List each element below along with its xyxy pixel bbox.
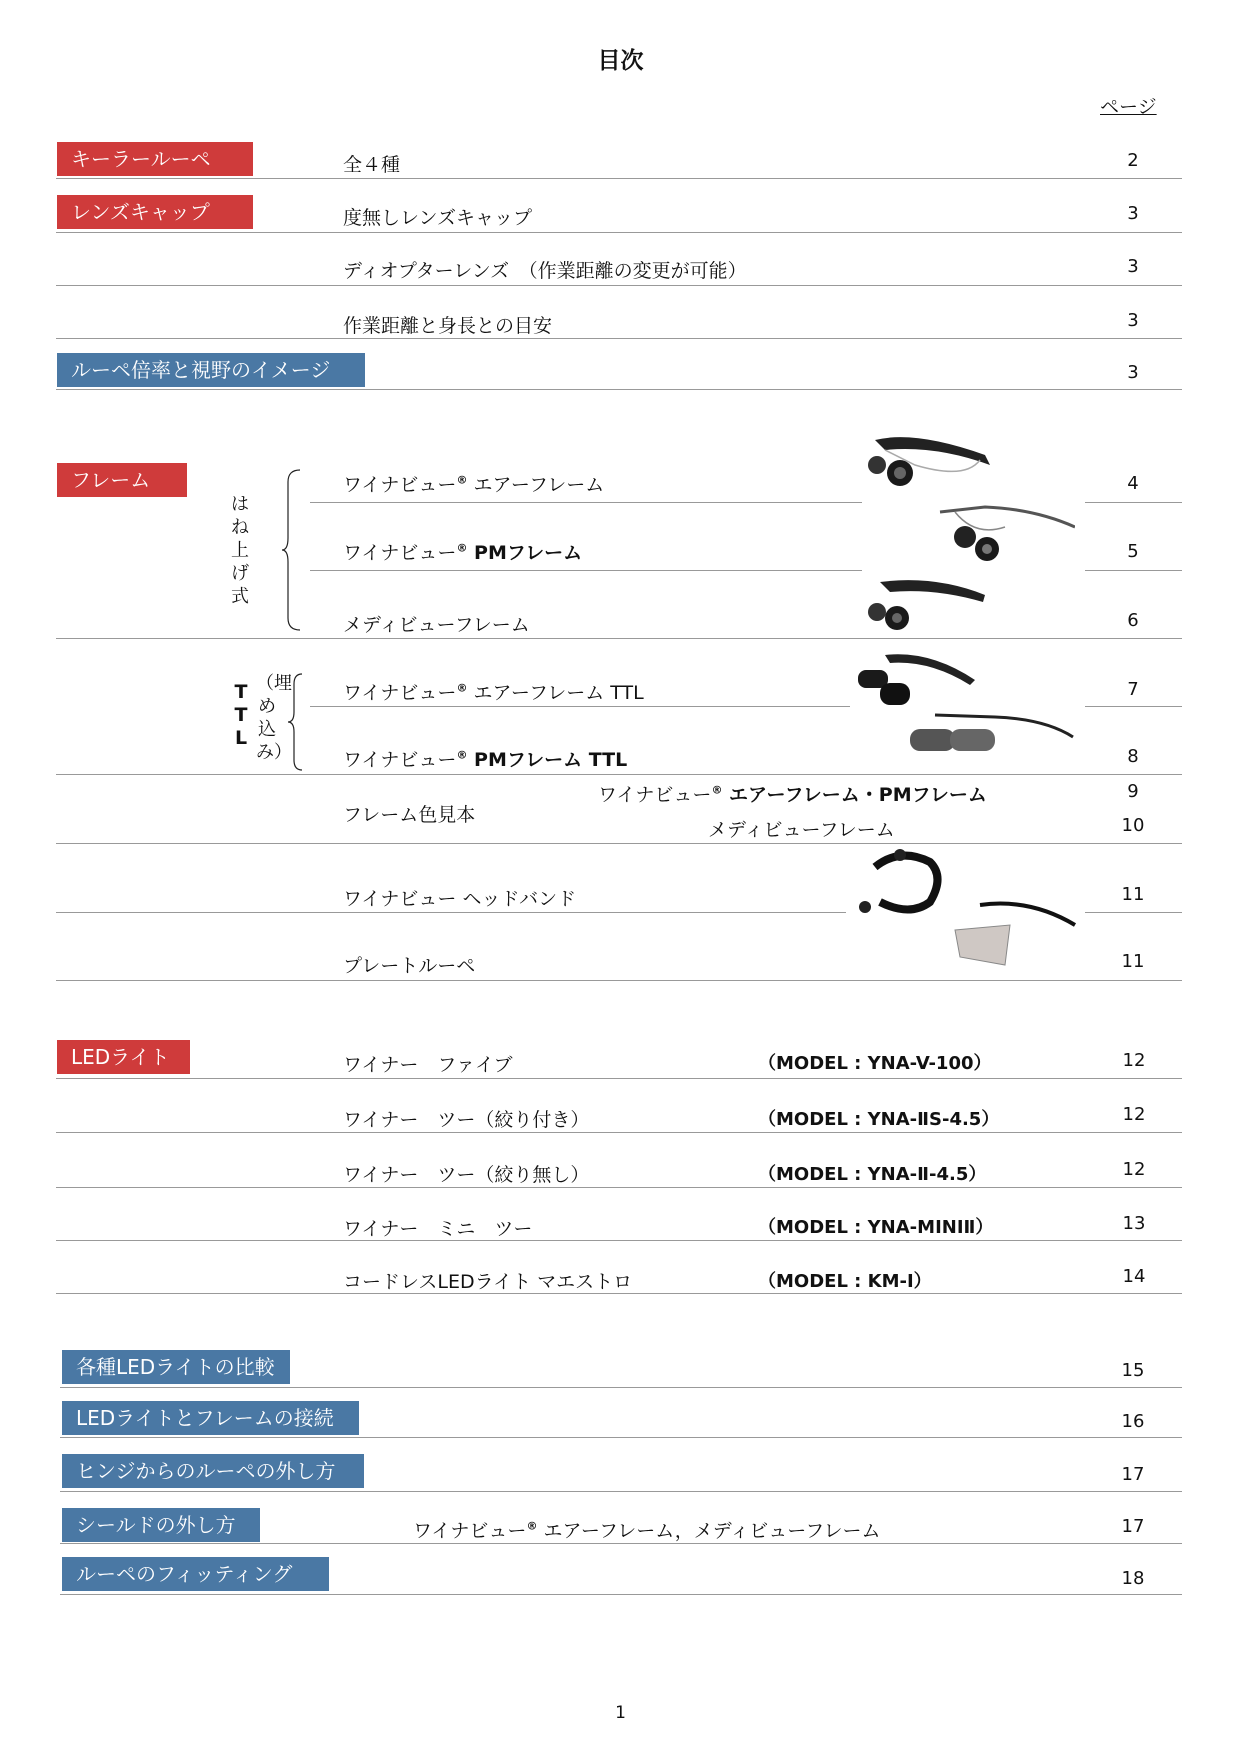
entry-led-mini-two[interactable]: ワイナー ミニ ツー: [343, 1218, 533, 1240]
page-number: 11: [1121, 951, 1145, 972]
shield-removal-frames: ワイナビュー® エアーフレーム，メディビューフレーム: [413, 1519, 881, 1542]
divider: [1085, 502, 1182, 503]
page-number: 16: [1121, 1411, 1145, 1432]
divider: [56, 389, 1182, 390]
divider: [1085, 706, 1182, 707]
divider: [56, 1293, 1182, 1294]
ttl-embedded-label: （埋め込み）: [256, 673, 292, 763]
headband-photo: [850, 847, 950, 927]
plate-loupe-photo: [950, 895, 1080, 975]
page-number: 14: [1122, 1266, 1146, 1287]
flipup-label: はね上げ式: [231, 494, 249, 607]
page-title: 目次: [597, 48, 644, 74]
section-tag-led[interactable]: LEDライト: [57, 1040, 190, 1074]
divider: [310, 502, 862, 503]
divider: [1085, 570, 1182, 571]
page-number: 5: [1127, 541, 1139, 562]
divider: [60, 1437, 1182, 1438]
entry-pm-frame-ttl[interactable]: ワイナビュー® PMフレーム TTL: [343, 748, 628, 771]
page-number: 8: [1127, 746, 1139, 767]
divider: [56, 1132, 1182, 1133]
divider: [60, 1543, 1182, 1544]
divider: [56, 338, 1182, 339]
model-number: （MODEL : YNA-ⅡS-4.5）: [758, 1109, 1000, 1130]
page-number: 3: [1127, 256, 1139, 277]
page-number: 2: [1127, 150, 1139, 171]
entry-led-five[interactable]: ワイナー ファイブ: [343, 1054, 513, 1076]
page-column-label: ページ: [1100, 96, 1157, 118]
divider: [60, 1594, 1182, 1595]
section-tag-led-frame-connection[interactable]: LEDライトとフレームの接続: [62, 1401, 359, 1435]
entry-headband[interactable]: ワイナビュー ヘッドバンド: [343, 888, 577, 910]
color-sample-line2: メディビューフレーム: [708, 819, 895, 841]
entry-mediview-frame[interactable]: メディビューフレーム: [343, 614, 530, 636]
divider: [60, 1387, 1182, 1388]
section-tag-fitting[interactable]: ルーペのフィッティング: [62, 1557, 329, 1591]
entry-led-two-iris[interactable]: ワイナー ツー（絞り付き）: [343, 1109, 590, 1131]
page-number: 18: [1121, 1568, 1145, 1589]
page-number: 17: [1121, 1516, 1145, 1537]
model-number: （MODEL : YNA-MINIⅡ）: [758, 1217, 994, 1238]
pm-frame-photo: [935, 497, 1075, 567]
model-number: （MODEL : YNA-V-100）: [758, 1053, 992, 1074]
divider: [310, 706, 850, 707]
page-number: 4: [1127, 473, 1139, 494]
page-number: 3: [1127, 203, 1139, 224]
page-number: 12: [1122, 1159, 1146, 1180]
air-frame-photo: [855, 425, 995, 500]
page-number: 11: [1121, 884, 1145, 905]
page-number: 12: [1122, 1050, 1146, 1071]
entry-diopter-lens[interactable]: ディオプターレンズ （作業距離の変更が可能）: [343, 260, 747, 282]
page-number: 12: [1122, 1104, 1146, 1125]
model-number: （MODEL : KM-I）: [758, 1271, 932, 1292]
model-number: （MODEL : YNA-Ⅱ-4.5）: [758, 1164, 987, 1185]
divider: [56, 178, 1182, 179]
divider: [56, 638, 1182, 639]
entry-air-frame[interactable]: ワイナビュー® エアーフレーム: [343, 473, 605, 496]
page-number: 6: [1127, 610, 1139, 631]
section-tag-lenscap[interactable]: レンズキャップ: [57, 195, 253, 229]
flipup-brace: [280, 468, 302, 632]
entry-air-frame-ttl[interactable]: ワイナビュー® エアーフレーム TTL: [343, 681, 644, 704]
divider: [56, 912, 846, 913]
divider: [56, 774, 1182, 775]
divider: [56, 843, 1182, 844]
entry-led-maestro[interactable]: コードレスLEDライト マエストロ: [343, 1271, 633, 1293]
page-number: 7: [1127, 679, 1139, 700]
ttl-label: TTL: [234, 681, 248, 749]
entry-working-distance[interactable]: 作業距離と身長との目安: [343, 315, 553, 337]
page-number: 3: [1127, 310, 1139, 331]
section-tag-magnification[interactable]: ルーペ倍率と視野のイメージ: [57, 353, 365, 387]
divider: [1085, 912, 1182, 913]
entry-led-two-no-iris[interactable]: ワイナー ツー（絞り無し）: [343, 1164, 590, 1186]
air-frame-ttl-photo: [850, 645, 980, 715]
section-tag-shield-removal[interactable]: シールドの外し方: [62, 1508, 260, 1542]
mediview-frame-photo: [855, 570, 995, 635]
divider: [56, 1187, 1182, 1188]
pm-frame-ttl-photo: [905, 707, 1075, 767]
section-tag-hinge-removal[interactable]: ヒンジからのルーペの外し方: [62, 1454, 364, 1488]
color-sample-line1: ワイナビュー® エアーフレーム・PMフレーム: [598, 783, 987, 806]
entry-keeler-types[interactable]: 全４種: [343, 154, 401, 176]
ttl-brace: [286, 672, 304, 772]
section-tag-frame[interactable]: フレーム: [57, 463, 187, 497]
page-number: 13: [1122, 1213, 1146, 1234]
entry-plate-loupe[interactable]: プレートルーペ: [343, 955, 476, 977]
divider: [310, 570, 862, 571]
entry-frame-color-sample[interactable]: フレーム色見本: [343, 804, 476, 826]
footer-page-number: 1: [615, 1703, 626, 1723]
divider: [56, 980, 1182, 981]
divider: [56, 285, 1182, 286]
divider: [56, 232, 1182, 233]
section-tag-led-comparison[interactable]: 各種LEDライトの比較: [62, 1350, 290, 1384]
page-number: 3: [1127, 362, 1139, 383]
page-number: 15: [1121, 1360, 1145, 1381]
divider: [56, 1078, 1182, 1079]
entry-lenscap-plain[interactable]: 度無しレンズキャップ: [343, 207, 532, 229]
section-tag-keeler[interactable]: キーラールーペ: [57, 142, 253, 176]
page-number: 17: [1121, 1464, 1145, 1485]
page-number: 10: [1121, 815, 1145, 836]
entry-pm-frame[interactable]: ワイナビュー® PMフレーム: [343, 541, 583, 564]
divider: [56, 1240, 1182, 1241]
page-number: 9: [1127, 781, 1139, 802]
divider: [60, 1491, 1182, 1492]
